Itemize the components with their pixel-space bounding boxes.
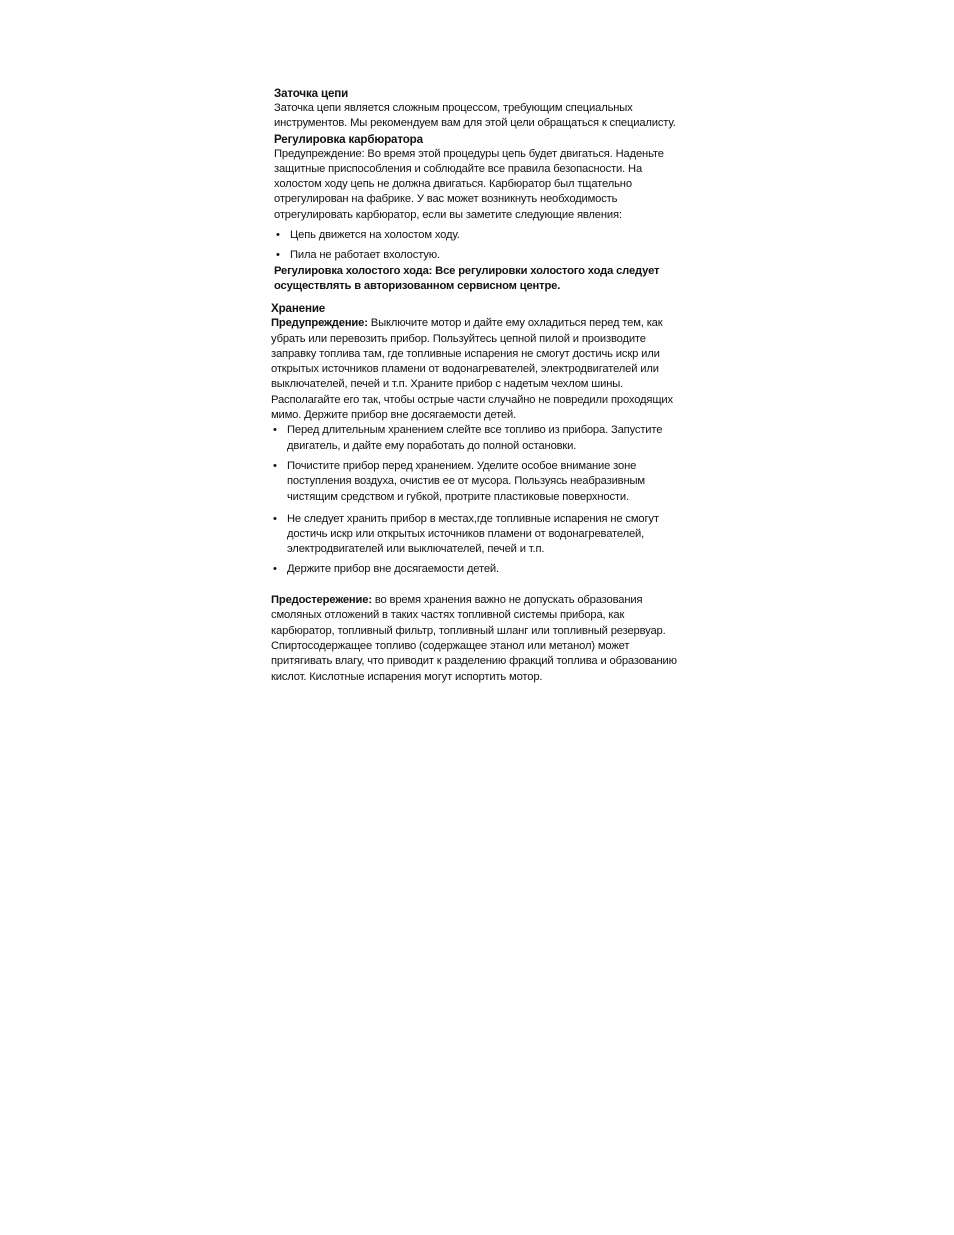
list-item: • Перед длительным хранением слейте все топливо из прибора. Запустите двигатель, и дайте ему поработать до полной остановки. <box>273 424 663 452</box>
chain-sharpening-heading: Заточка цепи <box>274 87 349 100</box>
storage-list-1 <box>271 423 683 504</box>
storage-section <box>271 301 683 577</box>
list-item: • Цепь движется на холостом ходу. <box>274 228 683 243</box>
carburetor-symptom-list <box>274 228 683 264</box>
list-item: • Не следует хранить прибор в местах,где топливные испарения не смогут достичь искр или открытых источников пламени от водонагревателей, электродвигателей или выключателей, печей и т.п. <box>273 512 659 556</box>
bullet-marker: • <box>273 512 277 525</box>
list-item: • Почистите прибор перед хранением. Уделите особое внимание зоне поступления воздуха, очистив ее от мусора. Пользуясь неабразивным чистящим средством и губкой, протрите пластиковые поверхности. <box>273 459 645 503</box>
chain-sharpening-section <box>274 86 683 132</box>
carburetor-heading: Регулировка карбюратора <box>274 132 423 146</box>
list-item: • Держите прибор вне досягаемости детей. <box>271 562 683 577</box>
chain-sharpening-text: Заточка цепи является сложным процессом, требующим специальных инструментов. Мы рекомендуем вам для этой цели обращаться к специалисту. <box>274 102 676 130</box>
storage-warning-text: Выключите мотор и дайте ему охладиться перед тем, как убрать или перевозить прибор. Пользуйтесь цепной пилой и производите заправку топлива там, где топливные испарения не смогут достичь искр или открытых источников пламени от водонагревателей, электродвигателей или выключателей, печей и т.п. Храните прибор с надетым чехлом шины. Располагайте его так, чтобы острые части случайно не повредили проходящих мимо. Держите прибор вне досягаемости детей. <box>271 317 673 422</box>
idle-adjustment-label: Регулировка холостого хода: <box>274 264 433 277</box>
caution-paragraph <box>271 593 683 685</box>
caution-text: во время хранения важно не допускать образования смоляных отложений в таких частях топливной системы прибора, как карбюратор, топливный фильтр, топливный шланг или топливный резервуар. Спиртосодержащее топливо (содержащее этанол или метанол) может притягивать влагу, что приводит к разделению фракций топлива и образованию кислот. Кислотные испарения могут испортить мотор. <box>271 594 677 683</box>
bullet-marker: • <box>276 249 280 262</box>
document-page <box>271 86 683 685</box>
storage-warning-paragraph <box>271 316 683 423</box>
caution-section <box>271 593 683 685</box>
bullet-marker: • <box>273 459 277 472</box>
idle-adjustment-text: Все регулировки холостого хода следует осуществлять в авторизованном сервисном центре. <box>274 264 660 292</box>
storage-list-2 <box>271 512 683 577</box>
caution-label: Предостережение: <box>271 594 372 607</box>
carburetor-text: Предупреждение: Во время этой процедуры цепь будет двигаться. Наденьте защитные приспособления и соблюдайте все правила безопасности. На холостом ходу цепь не должна двигаться. Карбюратор был тщательно отрегулирован на фабрике. У вас может возникнуть необходимость отрегулировать карбюратор, если вы заметите следующие явления: <box>274 147 664 221</box>
storage-warning-label: Предупреждение: <box>271 317 368 330</box>
list-item: • Пила не работает вхолостую. <box>274 248 683 263</box>
bullet-marker: • <box>273 424 277 437</box>
storage-heading: Хранение <box>271 302 326 316</box>
idle-adjustment-paragraph <box>274 264 683 295</box>
carburetor-section <box>274 132 683 295</box>
bullet-marker: • <box>273 562 277 575</box>
bullet-marker: • <box>276 229 280 242</box>
